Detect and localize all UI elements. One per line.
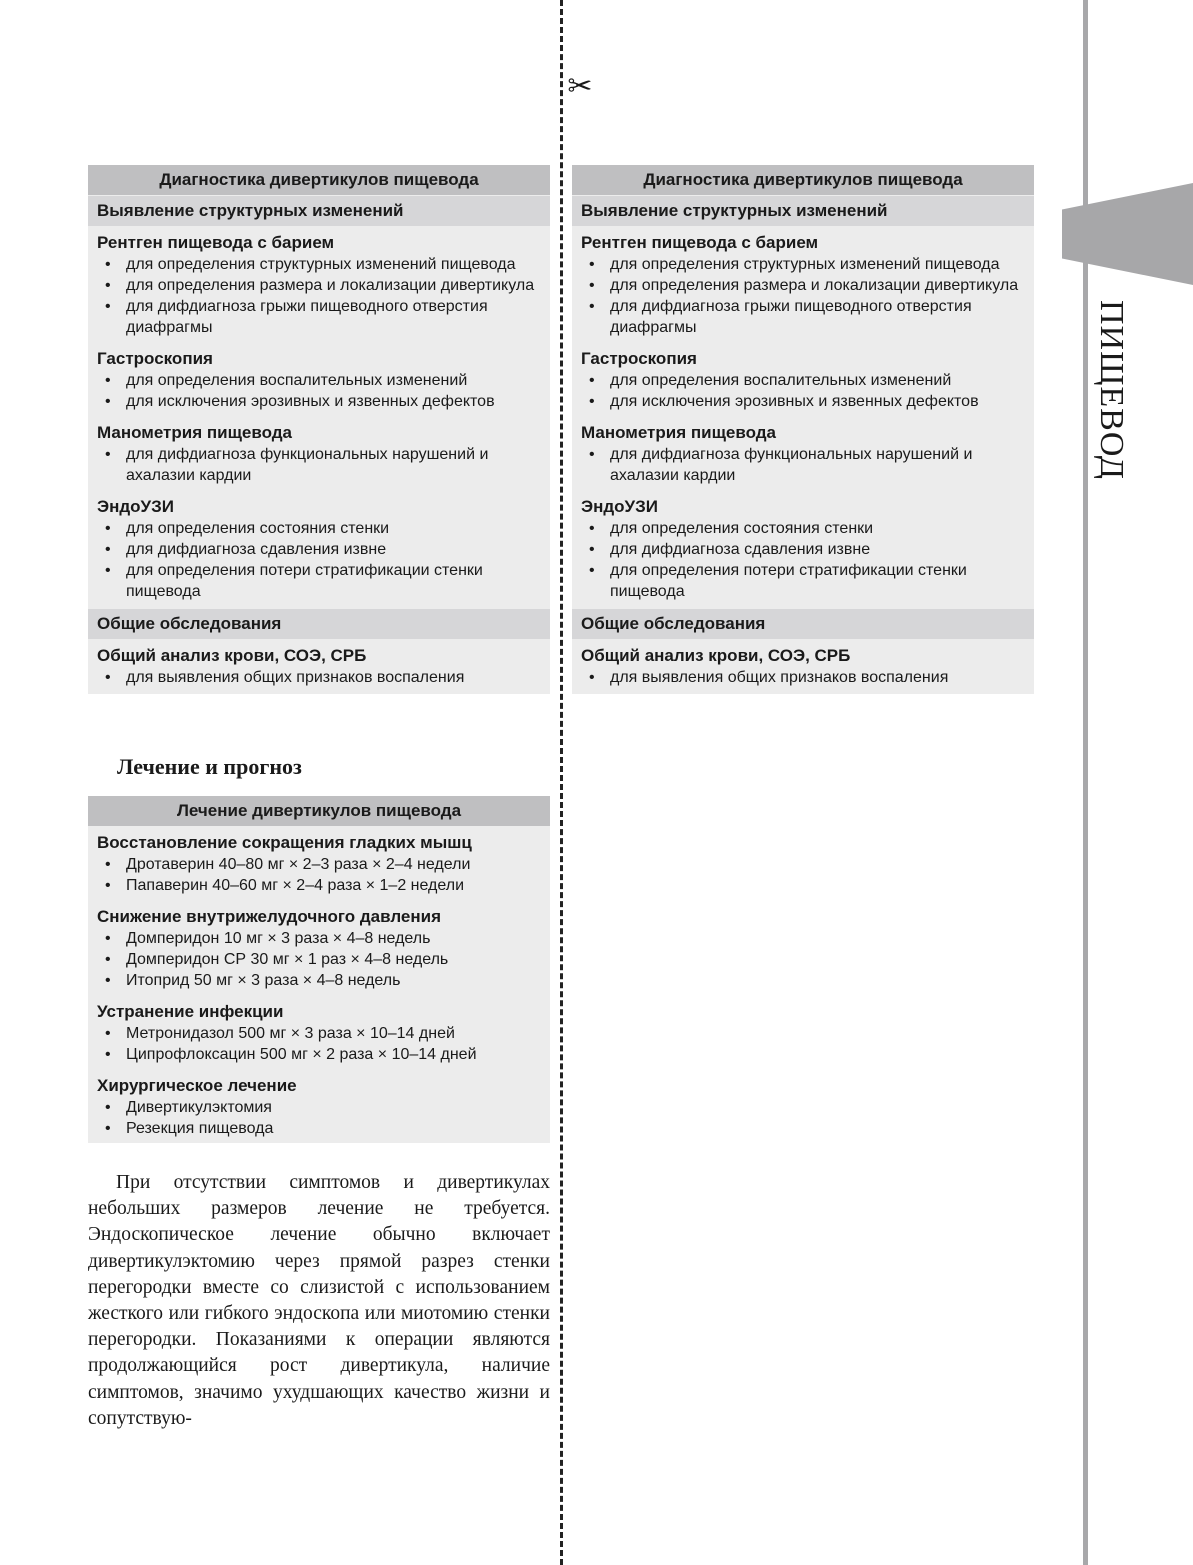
section-header: Общие обследования <box>88 609 550 639</box>
list-item: • для определения состояния стенки <box>97 518 541 539</box>
list-item: • для определения размера и локализации дивертикула <box>97 275 541 296</box>
list-item: • для дифдиагноза функциональных нарушений и ахалазии кардии <box>581 444 1025 486</box>
list-item: • для определения состояния стенки <box>581 518 1025 539</box>
list-item: • для определения воспалительных изменений <box>97 370 541 391</box>
group-title: ЭндоУЗИ <box>581 497 658 516</box>
treatment-group <box>97 1075 541 1139</box>
body-paragraph: При отсутствии симптомов и дивертикулах небольших размеров лечение не требуется. Эндоскопическое лечение обычно включает дивертикулэктомию через прямой разрез стенки перегородки вместе со слизистой с использованием жесткого или гибкого эндоскопа или миотомию стенки перегородки. Показаниями к операции являются продолжающийся рост дивертикула, наличие симптомов, значимо ухудшающих качество жизни и сопутствую- <box>88 1172 550 1429</box>
list-item: • Дивертикулэктомия <box>97 1097 541 1118</box>
diag-group <box>97 348 541 412</box>
diag-section <box>572 196 1034 608</box>
group-title: Манометрия пищевода <box>97 423 293 442</box>
list-item: • Папаверин 40–60 мг × 2–4 раза × 1–2 недели <box>97 875 541 896</box>
list-item: • для определения структурных изменений пищевода <box>581 254 1025 275</box>
diag-group <box>581 422 1025 486</box>
diag-group <box>581 496 1025 602</box>
list-item: • для исключения эрозивных и язвенных дефектов <box>581 391 1025 412</box>
list-item: • для определения потери стратификации стенки пищевода <box>581 560 1025 602</box>
group-title: Общий анализ крови, СОЭ, СРБ <box>581 646 851 665</box>
group-title: Снижение внутрижелудочного давления <box>97 907 441 926</box>
list-item: • для дифдиагноза сдавления извне <box>97 539 541 560</box>
treatment-panel <box>88 796 550 1143</box>
list-item: • Резекция пищевода <box>97 1118 541 1139</box>
list-item: • Ципрофлоксацин 500 мг × 2 раза × 10–14 дней <box>97 1044 541 1065</box>
group-title: Манометрия пищевода <box>581 423 777 442</box>
diag-group <box>97 645 541 688</box>
diag-group <box>97 496 541 602</box>
treatment-group <box>97 1001 541 1065</box>
treatment-group <box>97 832 541 896</box>
list-item: • Дротаверин 40–80 мг × 2–3 раза × 2–4 недели <box>97 854 541 875</box>
list-item: • для определения воспалительных изменений <box>581 370 1025 391</box>
list-item: • для выявления общих признаков воспаления <box>97 667 541 688</box>
list-item: • Домперидон СР 30 мг × 1 раз × 4–8 недель <box>97 949 541 970</box>
group-title: Устранение инфекции <box>97 1002 284 1021</box>
group-title: Хирургическое лечение <box>97 1076 297 1095</box>
panel-title: Диагностика дивертикулов пищевода <box>88 165 550 195</box>
panel-title: Лечение дивертикулов пищевода <box>88 796 550 826</box>
diagnostics-panel-right <box>572 165 1034 694</box>
diag-section <box>572 609 1034 694</box>
section-side-label: ПИЩЕВОД <box>1093 300 1130 480</box>
group-title: Общий анализ крови, СОЭ, СРБ <box>97 646 367 665</box>
diag-section <box>88 196 550 608</box>
section-header: Выявление структурных изменений <box>88 196 550 226</box>
list-item: • Итоприд 50 мг × 3 раза × 4–8 недель <box>97 970 541 991</box>
diag-section <box>88 609 550 694</box>
list-item: • для дифдиагноза грыжи пищеводного отверстия диафрагмы <box>581 296 1025 338</box>
list-item: • для дифдиагноза функциональных нарушений и ахалазии кардии <box>97 444 541 486</box>
diag-group <box>97 232 541 338</box>
diagnostics-panel-left <box>88 165 550 694</box>
diag-group <box>581 232 1025 338</box>
list-item: • Домперидон 10 мг × 3 раза × 4–8 недель <box>97 928 541 949</box>
diag-group <box>97 422 541 486</box>
list-item: • для определения размера и локализации дивертикула <box>581 275 1025 296</box>
group-title: Рентген пищевода с барием <box>97 233 335 252</box>
treatment-heading: Лечение и прогноз <box>117 754 302 779</box>
cut-line <box>560 0 563 1565</box>
treatment-group <box>97 906 541 991</box>
group-title: Рентген пищевода с барием <box>581 233 819 252</box>
group-title: Гастроскопия <box>97 349 213 368</box>
list-item: • для определения потери стратификации стенки пищевода <box>97 560 541 602</box>
list-item: • Метронидазол 500 мг × 3 раза × 10–14 дней <box>97 1023 541 1044</box>
diag-group <box>581 348 1025 412</box>
list-item: • для дифдиагноза сдавления извне <box>581 539 1025 560</box>
section-tab <box>1062 183 1193 285</box>
diag-group <box>581 645 1025 688</box>
list-item: • для выявления общих признаков воспаления <box>581 667 1025 688</box>
group-title: Гастроскопия <box>581 349 697 368</box>
panel-title: Диагностика дивертикулов пищевода <box>572 165 1034 195</box>
scissors-icon: ✂ <box>563 70 597 104</box>
list-item: • для дифдиагноза грыжи пищеводного отверстия диафрагмы <box>97 296 541 338</box>
group-title: ЭндоУЗИ <box>97 497 174 516</box>
list-item: • для исключения эрозивных и язвенных дефектов <box>97 391 541 412</box>
group-title: Восстановление сокращения гладких мышц <box>97 833 472 852</box>
section-header: Выявление структурных изменений <box>572 196 1034 226</box>
section-header: Общие обследования <box>572 609 1034 639</box>
list-item: • для определения структурных изменений пищевода <box>97 254 541 275</box>
